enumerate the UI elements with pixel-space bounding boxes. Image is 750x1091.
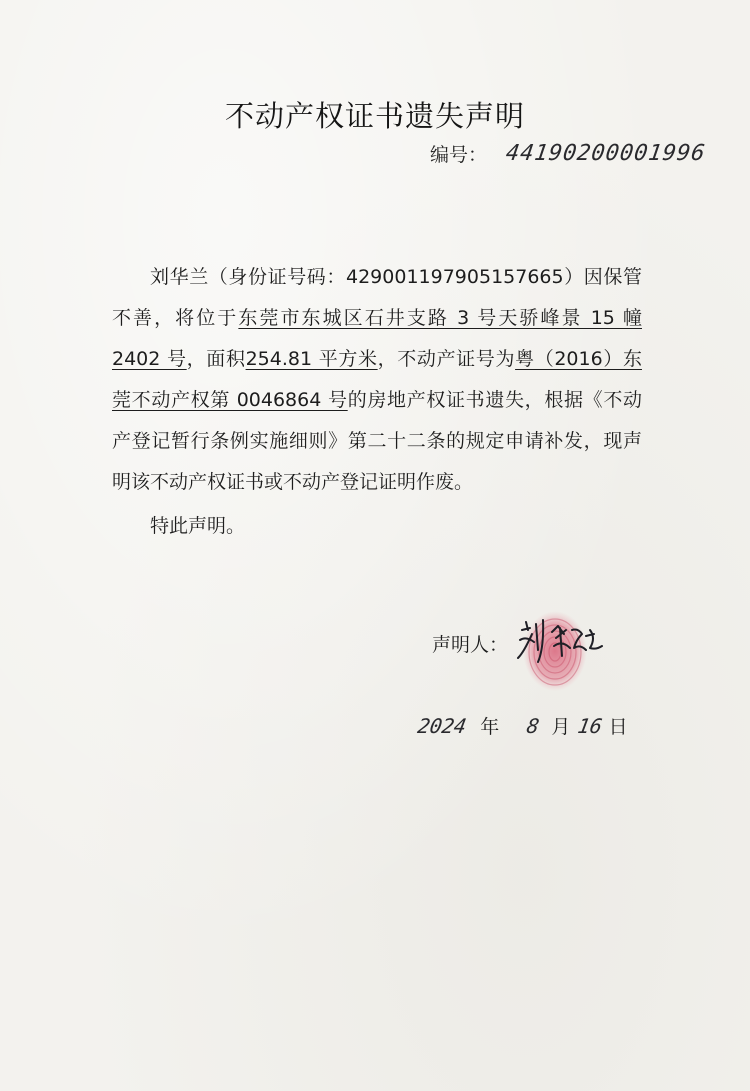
cert-prefix: ，不动产证号为 bbox=[377, 348, 516, 370]
property-address: 东莞市东城区石井支路 3 号天骄峰景 15 幢 2402 号 bbox=[112, 307, 642, 370]
declaration-paragraph bbox=[112, 257, 642, 503]
date-day: 16 bbox=[576, 714, 605, 738]
declaration-date bbox=[415, 712, 628, 739]
date-year: 2024 bbox=[415, 714, 469, 738]
signature-area bbox=[512, 608, 622, 698]
declarant-label: 声明人： bbox=[432, 634, 509, 656]
area-prefix: ，面积 bbox=[186, 348, 246, 370]
year-label: 年 bbox=[480, 716, 500, 738]
document-number bbox=[430, 140, 706, 167]
number-value-handwritten: 44190200001996 bbox=[504, 141, 708, 166]
date-month: 8 bbox=[525, 714, 542, 738]
certificate-number: 粤（2016）东莞不动产权第 0046864 号 bbox=[112, 348, 642, 411]
declaration-body bbox=[112, 257, 642, 503]
closing-statement: 特此声明。 bbox=[150, 515, 246, 537]
document-title: 不动产权证书遗失声明 bbox=[224, 99, 525, 133]
number-label: 编号： bbox=[430, 144, 488, 166]
owner-info: 刘华兰（身份证号码：429001197905157665）因保管不善，将位于 bbox=[112, 266, 642, 329]
declaration-rest: 的房地产权证书遗失，根据《不动产登记暂行条例实施细则》第二十二条的规定申请补发，现声明该不动产权证书或不动产登记证明作废。 bbox=[112, 389, 642, 493]
day-label: 日 bbox=[608, 716, 628, 738]
handwritten-signature bbox=[512, 608, 622, 698]
property-area: 254.81 平方米 bbox=[245, 348, 378, 370]
month-label: 月 bbox=[551, 716, 571, 738]
